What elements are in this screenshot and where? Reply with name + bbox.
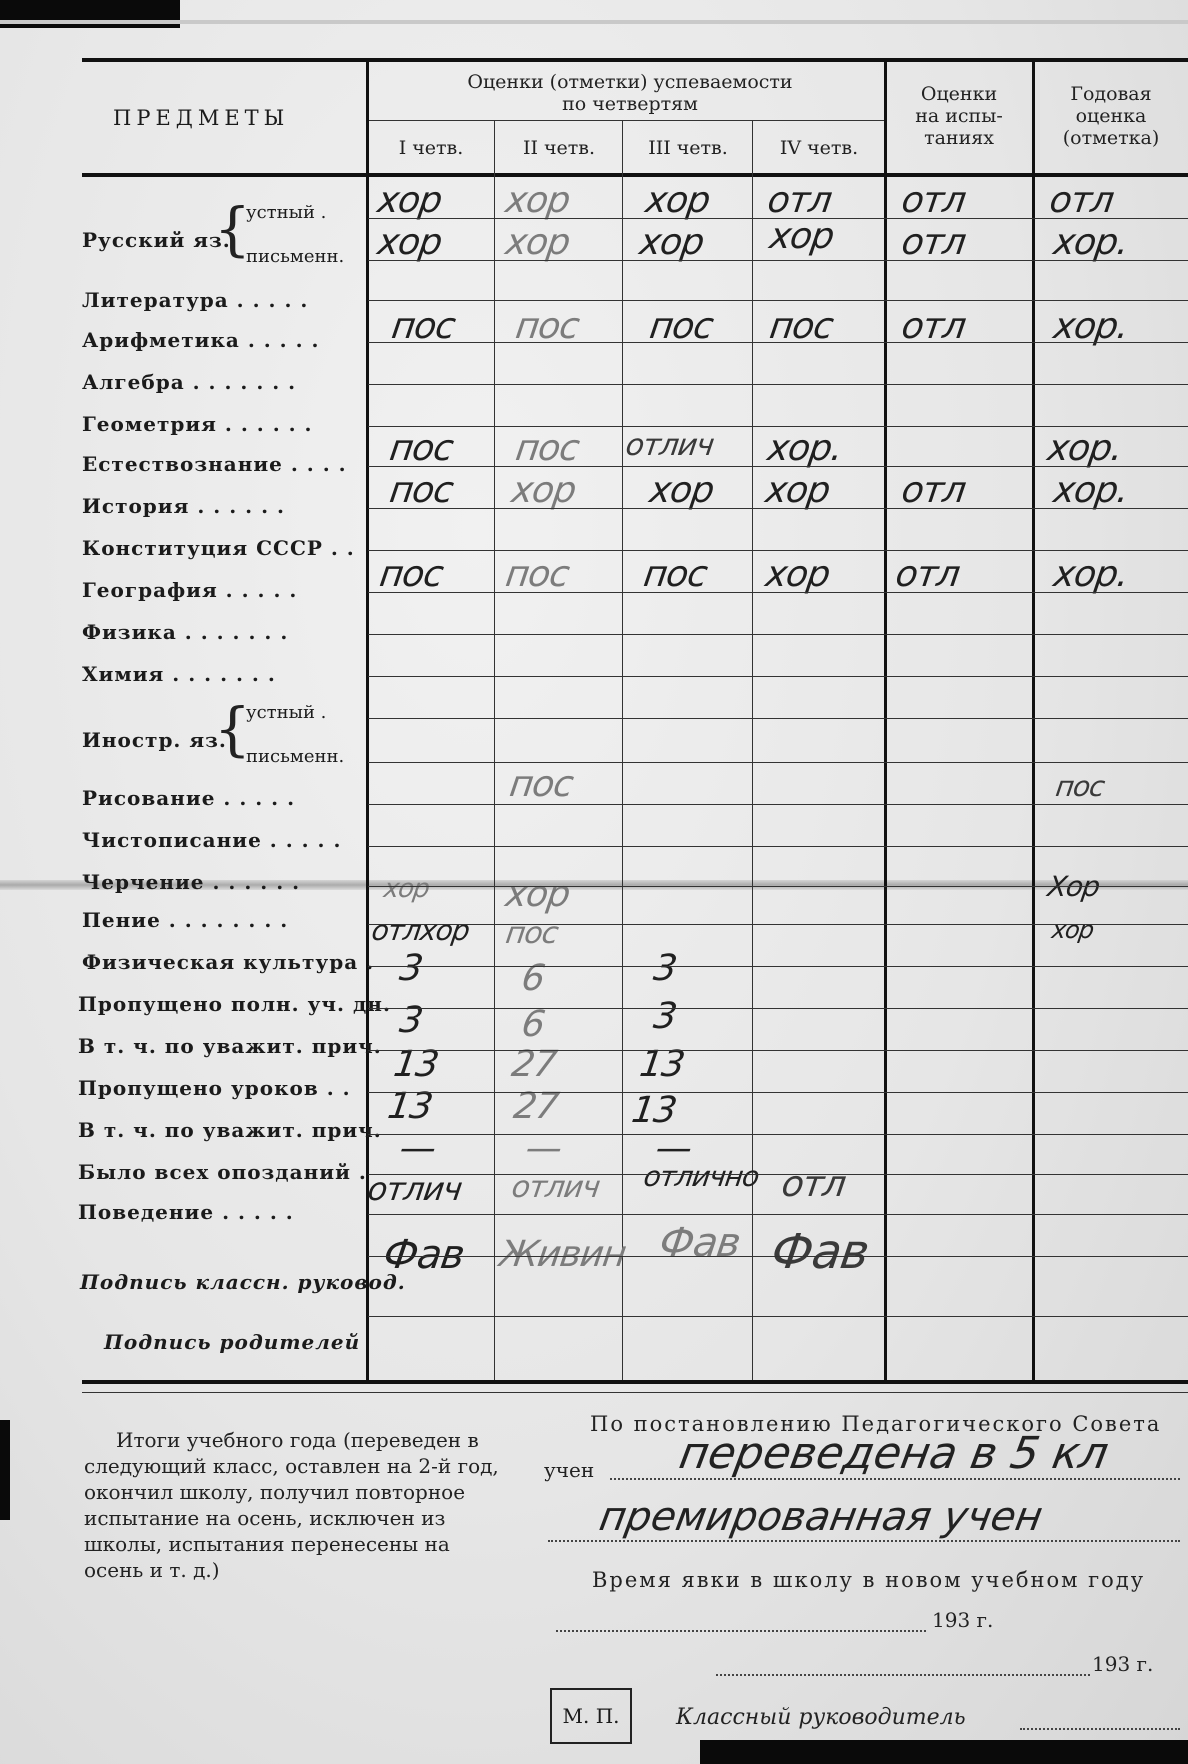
subject-physics: Физика . . . . . . . [82, 620, 289, 644]
behavior-q1: отлич [365, 1170, 465, 1208]
class-teacher-dotted-line [1020, 1728, 1180, 1730]
teacher-sign-label: Подпись классн. руковод. [80, 1270, 406, 1294]
grade-geo-exam: отл [893, 554, 962, 595]
exam-header-1: Оценки [920, 83, 998, 105]
grade-history-annual: хор. [1051, 470, 1131, 511]
grade-geo-q4: хор [763, 554, 833, 595]
grade-rus-oral-q1: хор [375, 180, 445, 221]
missed-days-label: Пропущено полн. уч. дн. [78, 992, 391, 1016]
q2-header: II четв. [522, 137, 596, 159]
subject-algebra: Алгебра . . . . . . . [82, 370, 297, 394]
missed-days-valid-q2: 6 [519, 1004, 547, 1045]
subject-russian-oral: устный . [246, 202, 327, 223]
promoted-dotted-line [548, 1540, 1180, 1542]
behavior-label: Поведение . . . . . [78, 1200, 294, 1224]
subject-geometry: Геометрия . . . . . . [82, 412, 313, 436]
row-line [368, 1050, 1188, 1051]
missed-lessons-valid-q3: 13 [629, 1090, 679, 1131]
student-label: учен [544, 1458, 595, 1482]
behavior-q2: отлич [509, 1170, 602, 1205]
subject-foreign-oral: устный . [246, 702, 327, 723]
row-line [368, 762, 1188, 763]
row-line [368, 466, 1188, 467]
missed-days-valid-q1: 3 [397, 1000, 425, 1041]
row-line [368, 718, 1188, 719]
row-line [368, 1256, 1188, 1257]
missed-lessons-q2: 27 [509, 1044, 559, 1085]
grade-rus-oral-exam: отл [899, 180, 968, 221]
subject-arithmetic: Арифметика . . . . . [82, 328, 320, 352]
row-line [368, 218, 1188, 219]
col-exam-border [1032, 60, 1035, 1380]
row-line [368, 846, 1188, 847]
grade-geo-q1: пос [377, 554, 446, 595]
grade-drafting-q2: хор [503, 874, 573, 915]
grade-natsci-q4: хор. [765, 428, 845, 469]
teacher-sign-q3: Фав [656, 1220, 743, 1266]
table-top-border [82, 58, 1188, 62]
date-dotted-line-1 [556, 1630, 926, 1632]
stamp-box: М. П. [550, 1688, 632, 1744]
subject-literature: Литература . . . . . [82, 288, 309, 312]
missed-days-valid-label: В т. ч. по уважит. прич. [78, 1034, 382, 1058]
grade-arith-q2: пос [513, 306, 582, 347]
missed-days-valid-q3: 3 [651, 996, 679, 1037]
row-line [368, 426, 1188, 427]
grade-drawing-q2: пос [507, 764, 576, 805]
grade-rus-written-q4: хор [767, 216, 837, 257]
grade-rus-oral-q2: хор [503, 180, 573, 221]
teacher-sign-q2: Живин [497, 1234, 629, 1275]
missed-lessons-label: Пропущено уроков . . [78, 1076, 351, 1100]
grade-natsci-q2: пос [513, 428, 582, 469]
lates-q3: — [653, 1128, 694, 1169]
quarters-title: Оценки (отметки) успеваемости [467, 71, 793, 93]
grade-history-q1: пос [387, 470, 456, 511]
subject-drawing: Рисование . . . . . [82, 786, 296, 810]
grade-arith-q1: пос [389, 306, 458, 347]
grade-natsci-q1: пос [387, 428, 456, 469]
col-q4-border [884, 60, 887, 1380]
grade-geo-q2: пос [503, 554, 572, 595]
lates-label: Было всех опозданий . [78, 1160, 367, 1184]
grade-history-q3: хор [647, 470, 717, 511]
results-text-3: окончил школу, получил повторное [84, 1480, 466, 1504]
exam-header-2: на испы- [915, 105, 1003, 127]
row-line [368, 592, 1188, 593]
grade-drafting-annual: Хор [1045, 870, 1102, 903]
missed-lessons-valid-q1: 13 [385, 1086, 435, 1127]
results-text-6: осень и т. д.) [84, 1558, 220, 1582]
row-line [368, 550, 1188, 551]
date-dotted-line-2 [716, 1674, 1090, 1676]
grade-arith-annual: хор. [1051, 306, 1131, 347]
footer-divider [82, 1392, 1188, 1393]
exam-header-3: таниях [924, 127, 994, 149]
grade-history-q2: хор [509, 470, 579, 511]
row-line [368, 966, 1188, 967]
row-line [368, 924, 1188, 925]
dark-corner-bottom [700, 1740, 1188, 1764]
grade-history-exam: отл [899, 470, 968, 511]
subject-foreign: Иностр. яз. [82, 728, 227, 752]
year-2: 193 г. [1092, 1652, 1154, 1676]
grade-geo-q3: пос [641, 554, 710, 595]
missed-lessons-valid-label: В т. ч. по уважит. прич. [78, 1118, 382, 1142]
row-line [368, 508, 1188, 509]
row-line [368, 1134, 1188, 1135]
brace-foreign: { [214, 695, 251, 763]
row-line [368, 1008, 1188, 1009]
annual-header-1: Годовая [1070, 83, 1152, 105]
subject-foreign-written: письменн. [246, 746, 345, 767]
subject-history: История . . . . . . [82, 494, 285, 518]
subject-geography: География . . . . . [82, 578, 298, 602]
lates-q1: — [397, 1128, 438, 1169]
grade-arith-exam: отл [899, 306, 968, 347]
row-line [368, 634, 1188, 635]
dark-corner-left-notch [0, 1420, 10, 1520]
results-text-4: испытание на осень, исключен из [84, 1506, 446, 1530]
table-bottom-border [82, 1380, 1188, 1384]
header-quarters-divider [368, 120, 886, 121]
subject-penmanship: Чистописание . . . . . [82, 828, 342, 852]
row-line [368, 384, 1188, 385]
behavior-q4: отл [779, 1164, 848, 1205]
grade-rus-written-annual: хор. [1051, 222, 1131, 263]
row-line [368, 1316, 1188, 1317]
annual-header-3: (отметка) [1062, 127, 1160, 149]
missed-days-q1: 3 [397, 948, 425, 989]
subject-chemistry: Химия . . . . . . . [82, 662, 276, 686]
row-line [368, 1174, 1188, 1175]
grade-arith-q3: пос [647, 306, 716, 347]
q1-header: I четв. [398, 137, 464, 159]
subject-drafting: Черчение . . . . . . [82, 870, 301, 894]
grade-rus-oral-annual: отл [1047, 180, 1116, 221]
missed-days-q3: 3 [651, 948, 679, 989]
row-line [368, 1214, 1188, 1215]
row-line [368, 342, 1188, 343]
missed-lessons-q3: 13 [637, 1044, 687, 1085]
results-text-5: школы, испытания перенесены на [84, 1532, 450, 1556]
return-time-text: Время явки в школу в новом учебном году [592, 1568, 1146, 1592]
grade-history-q4: хор [763, 470, 833, 511]
missed-days-q2: 6 [519, 958, 547, 999]
subject-russian: Русский яз. [82, 228, 231, 252]
class-teacher-label: Классный руководитель [676, 1705, 966, 1730]
grade-rus-written-q1: хор [375, 222, 445, 263]
subjects-title: ПРЕДМЕТЫ [113, 106, 290, 130]
row-line [368, 804, 1188, 805]
grade-rus-written-q3: хор [637, 222, 707, 263]
council-text: По постановлению Педагогического Совета [590, 1412, 1162, 1436]
lates-q2: — [523, 1128, 564, 1169]
header-bottom-border [82, 173, 1188, 177]
grade-geo-annual: хор. [1051, 554, 1131, 595]
grade-rus-oral-q4: отл [765, 180, 834, 221]
teacher-sign-q1: Фав [380, 1232, 467, 1278]
grade-rus-written-q2: хор [503, 222, 573, 263]
handwritten-promoted: переведена в 5 кл [675, 1428, 1113, 1479]
row-line [368, 1092, 1188, 1093]
grade-singing-q2: пос [503, 916, 560, 951]
parent-sign-label: Подпись родителей [104, 1330, 361, 1354]
subject-pe: Физическая культура . [82, 950, 375, 974]
col-q2-border [622, 120, 623, 1380]
grade-natsci-annual: хор. [1045, 428, 1125, 469]
subject-singing: Пение . . . . . . . . [82, 908, 289, 932]
row-line [368, 886, 1188, 887]
missed-lessons-valid-q2: 27 [511, 1086, 561, 1127]
row-line [368, 300, 1188, 301]
grade-drafting-q1: хор [381, 874, 431, 904]
grade-arith-q4: пос [767, 306, 836, 347]
quarters-subtitle: по четвертям [562, 93, 698, 115]
row-line [368, 260, 1188, 261]
year-1: 193 г. [932, 1608, 994, 1632]
paper-fold-top [0, 20, 1188, 24]
subject-constitution: Конституция СССР . . [82, 536, 355, 560]
grade-singing-q1: отлхор [369, 914, 472, 947]
subject-natural-science: Естествознание . . . . [82, 452, 347, 476]
teacher-sign-q4: Фав [768, 1224, 872, 1280]
subject-russian-written: письменн. [246, 246, 345, 267]
q4-header: IV четв. [779, 137, 859, 159]
behavior-q3: отлично [641, 1160, 761, 1193]
col-q1-border [494, 120, 495, 1380]
handwritten-awarded: премированная учен [595, 1494, 1046, 1540]
annual-header-2: оценка [1075, 105, 1147, 127]
results-text-2: следующий класс, оставлен на 2-й год, [84, 1454, 499, 1478]
missed-lessons-q1: 13 [391, 1044, 441, 1085]
grade-natsci-q3: отлич [623, 428, 716, 463]
grade-drawing-annual: пос [1053, 770, 1107, 803]
row-line [368, 676, 1188, 677]
grade-rus-oral-q3: хор [643, 180, 713, 221]
grade-singing-annual: хор [1050, 916, 1096, 944]
results-text-1: Итоги учебного года (переведен в [116, 1428, 479, 1452]
brace-russian: { [214, 195, 251, 263]
grade-rus-written-exam: отл [899, 222, 968, 263]
q3-header: III четв. [648, 137, 728, 159]
